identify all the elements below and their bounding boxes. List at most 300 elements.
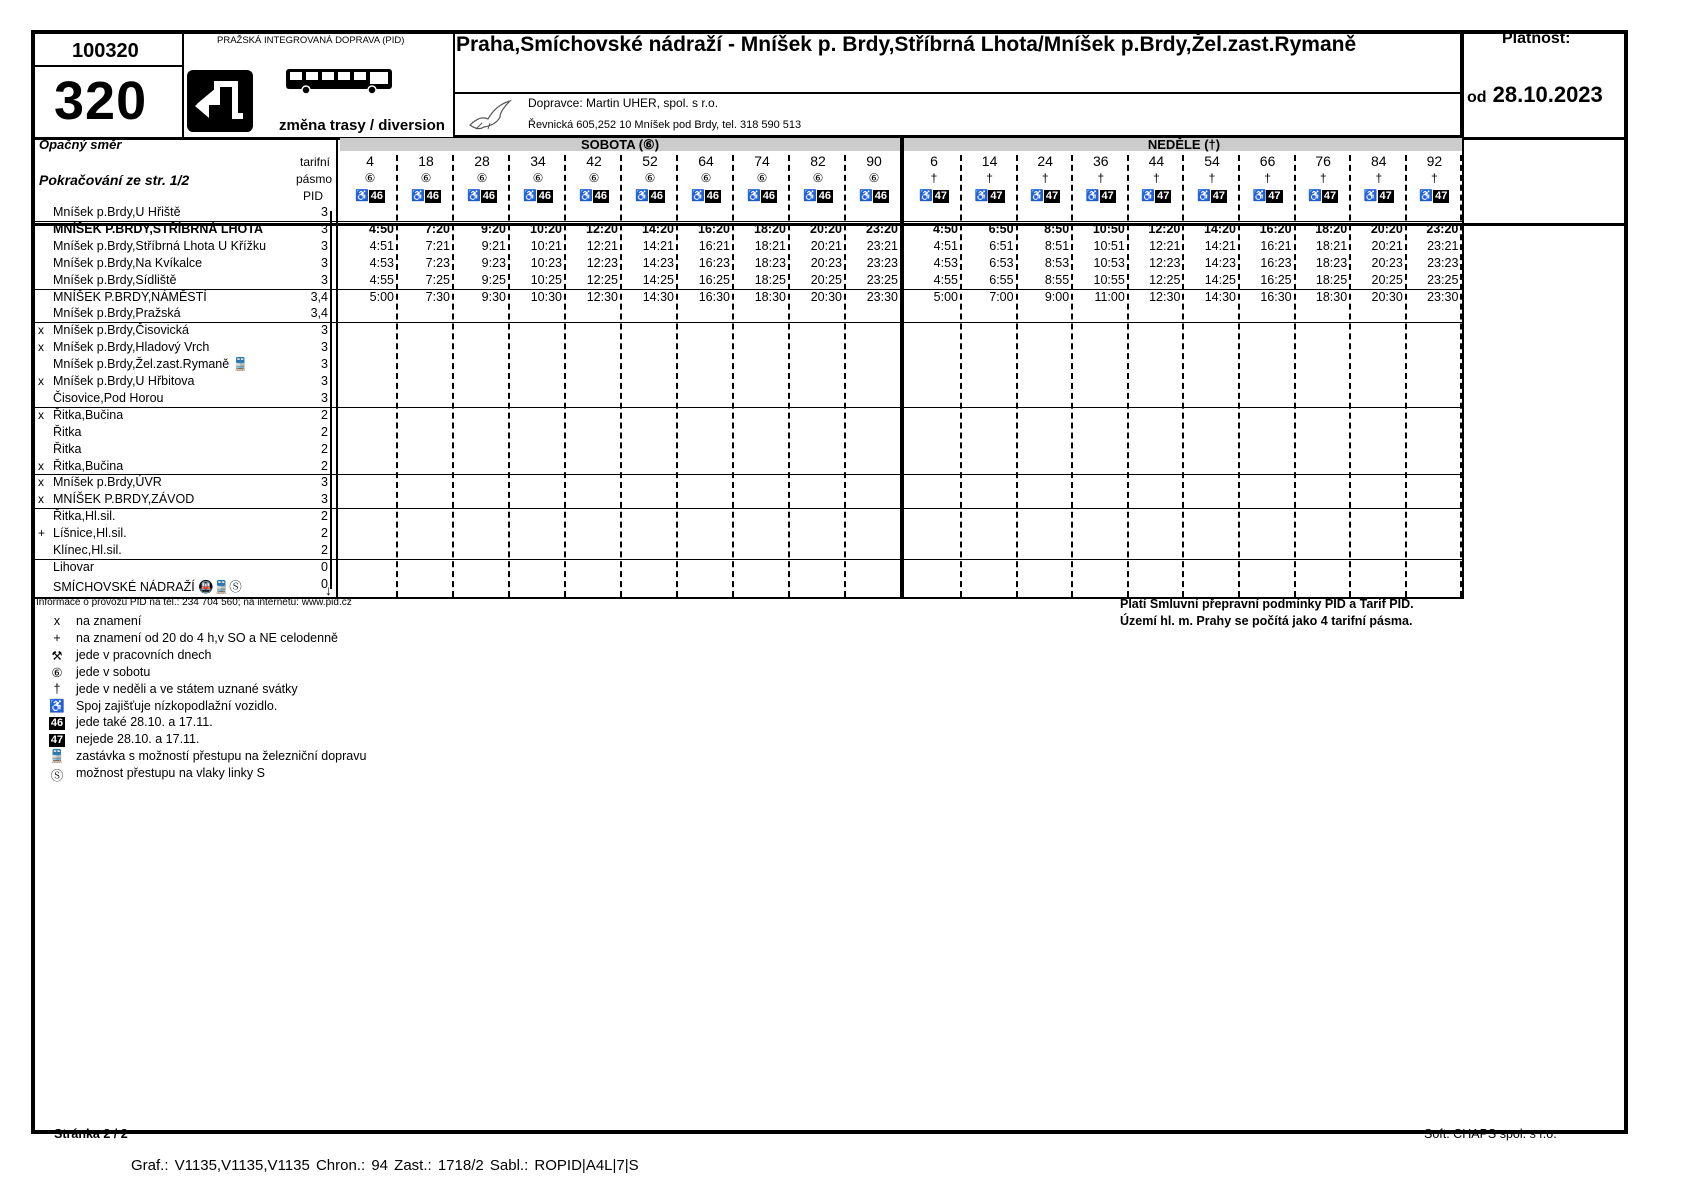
stop-zone: 3	[321, 390, 328, 405]
wheelchair-icon: ♿	[467, 190, 481, 202]
stop-zone: 3,4	[310, 306, 328, 321]
departure-time: 12:30	[586, 289, 618, 304]
stop-name: MNÍŠEK P.BRDY,NÁMĚSTÍ	[53, 289, 207, 304]
departure-time: 23:21	[1427, 238, 1459, 253]
departure-time: 20:20	[810, 221, 842, 236]
validity-label: Platnost:	[1502, 30, 1571, 47]
trip-number: 74	[754, 153, 770, 169]
trip-day-symbol: †	[1375, 171, 1383, 185]
departure-time: 18:23	[754, 255, 786, 270]
departure-time: 8:53	[1044, 255, 1070, 270]
stop-name: Řitka,Bučina	[53, 407, 124, 422]
legend-text: jede také 28.10. a 17.11.	[76, 715, 213, 730]
departure-time: 7:30	[425, 289, 450, 304]
departure-time: 16:20	[698, 221, 730, 236]
departure-time: 18:25	[1315, 272, 1348, 287]
departure-time: 6:55	[989, 272, 1014, 287]
wheelchair-icon: ♿	[411, 190, 425, 202]
legend-text: nejede 28.10. a 17.11.	[76, 732, 200, 747]
wheelchair-icon: ♿	[1419, 190, 1434, 202]
row-group-divider	[31, 289, 1462, 290]
departure-time: 18:30	[754, 289, 786, 304]
trip-note-badge: 46	[426, 190, 439, 202]
departure-time: 18:23	[1315, 255, 1348, 270]
departure-time: 16:21	[1260, 238, 1292, 253]
departure-time: 10:23	[530, 255, 562, 270]
trip-day-symbol: †	[1041, 171, 1049, 185]
trip-day-symbol: †	[1319, 171, 1327, 185]
stop-name: Mníšek p.Brdy,Na Kvíkalce	[53, 255, 203, 270]
trip-badge	[1351, 188, 1407, 203]
row-group-divider	[31, 322, 1462, 323]
departure-time: 7:20	[424, 221, 450, 236]
trip-day-symbol: †	[986, 171, 993, 185]
pid-info: Informace o provozu PID na tel.: 234 704 560; na internetu: www.pid.cz	[36, 597, 352, 608]
trip-number: 64	[698, 153, 714, 169]
trip-number: 66	[1259, 153, 1276, 169]
departure-time: 12:20	[1148, 221, 1181, 236]
stop-zone: 2	[321, 458, 328, 473]
stop-zone: 3,4	[310, 289, 328, 304]
stop-name: Mníšek p.Brdy,Žel.zast.Rymaně 🚆	[53, 357, 249, 372]
stop-name: Řitka	[53, 424, 82, 439]
legend-symbol: †	[53, 681, 61, 696]
departure-time: 8:50	[1044, 221, 1070, 236]
trip-note-badge: 46	[538, 190, 551, 202]
divider	[1460, 30, 1464, 138]
departure-time: 23:20	[866, 221, 898, 236]
divider	[336, 137, 338, 599]
departure-time: 5:00	[369, 289, 394, 304]
departure-time: 4:50	[368, 221, 394, 236]
departure-time: 20:23	[1371, 255, 1403, 270]
stop-name: Mníšek p.Brdy,ÚVR	[53, 475, 162, 490]
stop-zone: 2	[321, 441, 328, 456]
stop-zone: 2	[321, 543, 328, 557]
departure-time: 18:21	[1315, 238, 1348, 253]
departure-time: 16:21	[698, 238, 730, 253]
zone-header: tarifní	[299, 155, 330, 169]
legend-symbol	[46, 732, 68, 747]
departure-time: 23:23	[1427, 255, 1459, 270]
trip-number: 54	[1204, 153, 1220, 169]
departure-time: 20:30	[810, 289, 842, 304]
departure-time: 16:25	[1260, 272, 1292, 287]
trip-number: 36	[1093, 153, 1109, 169]
wheelchair-icon: ♿	[523, 190, 537, 202]
stop-zone: 3	[321, 475, 328, 490]
wheelchair-icon: ♿	[1197, 190, 1211, 202]
direction-arrow-icon	[330, 211, 332, 589]
departure-time: 16:30	[1260, 289, 1292, 304]
departure-time: 20:23	[810, 255, 842, 270]
stop-flag: x	[38, 458, 44, 473]
departure-time: 10:55	[1093, 272, 1125, 287]
stop-zone: 3	[321, 492, 328, 507]
trip-badge	[342, 188, 398, 203]
trip-number: 4	[366, 153, 374, 169]
legend-text: jede v neděli a ve státem uznané svátky	[76, 681, 298, 696]
trip-note-badge: 46	[874, 190, 887, 202]
departure-time: 14:20	[1204, 221, 1236, 236]
stop-zone: 3	[321, 340, 328, 355]
departure-time: 16:20	[1259, 221, 1292, 236]
departure-time: 9:25	[481, 272, 506, 287]
wheelchair-icon: ♿	[1363, 190, 1378, 202]
trip-number: 42	[586, 153, 602, 169]
wheelchair-icon: ♿	[1030, 190, 1044, 202]
departure-time: 5:00	[933, 289, 958, 304]
trip-number: 52	[642, 153, 658, 169]
legend-symbol	[46, 715, 68, 730]
validity-value: 28.10.2023	[1492, 82, 1603, 107]
departure-time: 7:23	[425, 255, 450, 270]
row-group-divider	[31, 474, 1462, 475]
departure-time: 7:00	[989, 289, 1014, 304]
legend-badge: 46	[50, 717, 64, 730]
stop-name: Mníšek p.Brdy,Pražská	[53, 306, 181, 321]
trip-badge	[1240, 188, 1296, 203]
stop-name: Lihovar	[53, 559, 94, 574]
departure-time: 14:20	[642, 221, 674, 236]
departure-time: 4:55	[369, 272, 394, 287]
departure-time: 18:25	[754, 272, 786, 287]
departure-time: 18:21	[754, 238, 786, 253]
software-credit: Soft. CHAPS spol. s r.o.	[1424, 1127, 1557, 1141]
departure-time: 9:00	[1044, 289, 1070, 304]
legend-symbol: 🚆	[49, 749, 65, 764]
departure-time: 23:25	[866, 272, 898, 287]
trip-note-badge: 46	[818, 190, 831, 202]
zone-header: PID	[302, 189, 323, 203]
departure-time: 23:30	[1427, 289, 1459, 304]
trip-note-badge: 47	[1268, 190, 1281, 202]
departure-time: 14:21	[642, 238, 674, 253]
departure-time: 20:21	[810, 238, 842, 253]
stop-name: Mníšek p.Brdy,Sídliště	[53, 272, 177, 287]
legend-symbol: +	[53, 630, 61, 645]
divider	[182, 30, 184, 138]
line-code: 100320	[72, 40, 139, 62]
stop-zone: 3	[321, 357, 328, 372]
trip-note-badge: 47	[1045, 190, 1059, 202]
trip-day-symbol: ⑥	[644, 171, 656, 185]
legend-badge: 47	[50, 734, 64, 747]
trip-badge	[1073, 188, 1129, 203]
departure-time: 8:55	[1044, 272, 1070, 287]
trip-number: 34	[530, 153, 546, 169]
departure-time: 4:53	[369, 255, 394, 270]
departure-time: 6:50	[988, 221, 1014, 236]
departure-time: 23:25	[1427, 272, 1459, 287]
departure-time: 20:25	[1371, 272, 1403, 287]
wheelchair-icon: ♿	[919, 190, 933, 202]
stop-flag: x	[38, 407, 44, 422]
saturday-header: SOBOTA (⑥)	[340, 138, 900, 151]
trip-badge	[962, 188, 1018, 203]
departure-time: 20:25	[810, 272, 842, 287]
departure-time: 14:23	[1204, 255, 1236, 270]
stop-zone: 3	[321, 255, 328, 270]
trip-note-badge: 47	[1323, 190, 1337, 202]
trip-note-badge: 46	[370, 190, 383, 202]
departure-time: 10:20	[530, 221, 562, 236]
stop-name: Klínec,Hl.sil.	[53, 543, 122, 557]
stop-zone: 3	[321, 374, 328, 388]
trip-note-badge: 47	[1212, 190, 1225, 202]
wheelchair-icon: ♿	[691, 190, 705, 202]
departure-time: 10:21	[530, 238, 562, 253]
departure-time: 23:30	[866, 289, 898, 304]
row-group-divider	[31, 559, 1462, 560]
trip-number: 28	[474, 153, 490, 169]
trip-note-badge: 47	[990, 190, 1003, 202]
stop-zone: 0	[321, 576, 328, 591]
trip-badge	[678, 188, 734, 203]
departure-time: 4:55	[933, 272, 958, 287]
footer-info: Graf.: V1135,V1135,V1135 Chron.: 94 Zast.: 1718/2 Sabl.: ROPID|A4L|7|S	[131, 1157, 639, 1174]
trip-day-symbol: ⑥	[812, 171, 824, 185]
stop-flag: x	[38, 374, 44, 388]
departure-time: 18:20	[1315, 221, 1348, 236]
stop-zone: 2	[321, 509, 328, 524]
departure-time: 8:51	[1044, 238, 1070, 253]
departure-time: 16:23	[1260, 255, 1292, 270]
carrier-address: Řevnická 605,252 10 Mníšek pod Brdy, tel. 318 590 513	[528, 119, 802, 131]
legend-symbol: ♿	[49, 698, 65, 713]
departure-time: 23:23	[866, 255, 898, 270]
trip-day-symbol: †	[1153, 171, 1160, 185]
wheelchair-icon: ♿	[579, 190, 593, 202]
trip-day-symbol: †	[930, 171, 938, 185]
row-group-divider	[31, 407, 1462, 408]
stop-zone: 2	[321, 424, 328, 439]
stop-zone: 3	[321, 272, 328, 287]
legend-text: jede v sobotu	[76, 664, 151, 679]
stop-name: Mníšek p.Brdy,Hladový Vrch	[53, 340, 210, 355]
trip-note-badge: 46	[482, 190, 495, 202]
stop-name: Mníšek p.Brdy,Stříbrná Lhota U Křížku	[53, 238, 267, 253]
departure-time: 14:21	[1204, 238, 1236, 253]
stop-zone: 0	[321, 559, 328, 574]
validity-prefix: od	[1467, 89, 1487, 106]
trip-badge	[1017, 188, 1073, 203]
departure-time: 12:25	[1149, 272, 1181, 287]
stop-name: MNÍŠEK P.BRDY,ZÁVOD	[53, 492, 195, 507]
stop-flag: x	[38, 475, 44, 490]
legend-text: Spoj zajišťuje nízkopodlažní vozidlo.	[76, 698, 278, 713]
legend-symbol: x	[53, 614, 61, 628]
row-group-divider	[31, 221, 1462, 222]
stop-name: Řitka,Hl.sil.	[53, 509, 116, 524]
departure-time: 12:30	[1149, 289, 1181, 304]
stop-zone: 2	[321, 407, 328, 422]
trip-badge	[846, 188, 902, 203]
departure-time: 12:25	[586, 272, 618, 287]
arrow-head-icon: ↓	[325, 582, 332, 598]
departure-time: 9:30	[481, 289, 506, 304]
continuation-note: Pokračování ze str. 1/2	[39, 172, 190, 188]
trip-note-badge: 46	[650, 190, 663, 202]
wheelchair-icon: ♿	[355, 190, 369, 202]
trip-note-badge: 46	[594, 190, 607, 202]
stop-name: Mníšek p.Brdy,U Hřbitova	[53, 374, 195, 388]
carrier-name: Dopravce: Martin UHER, spol. s r.o.	[528, 96, 719, 110]
trip-badge	[790, 188, 846, 203]
trip-day-symbol: ⑥	[700, 171, 712, 185]
departure-time: 18:30	[1315, 289, 1348, 304]
diversion-arrow-icon	[187, 70, 253, 132]
departure-time: 14:30	[1204, 289, 1236, 304]
trip-number: 76	[1315, 153, 1331, 169]
trip-number: 84	[1371, 153, 1387, 169]
departure-time: 23:21	[866, 238, 898, 253]
trip-badge	[510, 188, 566, 203]
trip-badge	[1295, 188, 1351, 203]
stop-flag: x	[38, 323, 44, 338]
stop-name: Řitka,Bučina	[53, 458, 124, 473]
departure-time: 7:21	[425, 238, 450, 253]
trip-note-badge: 47	[1157, 190, 1170, 202]
departure-time: 9:23	[481, 255, 506, 270]
departure-time: 4:51	[933, 238, 958, 253]
departure-time: 10:51	[1093, 238, 1125, 253]
stop-name: Líšnice,Hl.sil.	[53, 526, 127, 541]
wheelchair-icon: ♿	[1308, 190, 1322, 202]
legend-symbol: ⚒	[51, 648, 63, 663]
trip-day-symbol: ⑥	[868, 171, 880, 185]
trip-badge	[1406, 188, 1462, 203]
trip-badge	[566, 188, 622, 203]
line-number: 320	[54, 71, 148, 131]
trip-badge	[398, 188, 454, 203]
diversion-label: změna trasy / diversion	[279, 117, 445, 134]
departure-time: 12:23	[1149, 255, 1181, 270]
trip-day-symbol: †	[1431, 171, 1438, 185]
stop-name: Řitka	[53, 441, 82, 456]
legend-symbol: Ⓢ	[50, 769, 64, 784]
departure-time: 20:20	[1370, 221, 1403, 236]
page-number: Stránka 2 / 2	[54, 1127, 128, 1141]
trip-note-badge: 47	[1379, 190, 1392, 202]
wheelchair-icon: ♿	[1141, 190, 1156, 202]
wheelchair-icon: ♿	[803, 190, 817, 202]
departure-time: 16:30	[698, 289, 730, 304]
stop-name: Čisovice,Pod Horou	[53, 390, 164, 405]
legend-text: zastávka s možností přestupu na železniční dopravu	[76, 749, 367, 764]
trip-day-symbol: ⑥	[588, 171, 600, 185]
departure-time: 18:20	[754, 221, 786, 236]
pid-note: Území hl. m. Prahy se počítá jako 4 tarifní pásma.	[1120, 614, 1413, 628]
opposite-direction: Opačný směr	[39, 137, 122, 152]
trip-badge	[454, 188, 510, 203]
wheelchair-icon: ♿	[747, 190, 761, 202]
divider	[453, 30, 455, 138]
departure-time: 14:25	[642, 272, 674, 287]
stop-flag: x	[38, 340, 44, 355]
departure-time: 4:50	[932, 221, 958, 236]
legend-text: na znamení od 20 do 4 h,v SO a NE celodenně	[76, 630, 338, 645]
departure-time: 20:21	[1371, 238, 1403, 253]
divider	[31, 65, 182, 67]
trip-day-symbol: †	[1097, 171, 1105, 185]
stop-name: Mníšek p.Brdy,U Hřiště	[53, 205, 181, 219]
bus-icon	[284, 63, 396, 97]
departure-time: 12:21	[586, 238, 618, 253]
wheelchair-icon: ♿	[859, 190, 873, 202]
departure-time: 14:23	[642, 255, 674, 270]
departure-time: 14:30	[642, 289, 674, 304]
trip-day-symbol: †	[1264, 171, 1271, 185]
departure-time: 12:21	[1149, 238, 1181, 253]
departure-time: 16:25	[698, 272, 730, 287]
wheelchair-icon: ♿	[1085, 190, 1100, 202]
stop-zone: 3	[321, 221, 328, 236]
stop-zone: 3	[321, 238, 328, 253]
trip-badge	[1184, 188, 1240, 203]
trip-day-symbol: ⑥	[476, 171, 488, 185]
trip-number: 82	[810, 153, 826, 169]
sunday-header: NEDĚLE (†)	[904, 138, 1464, 151]
stop-name: SMÍCHOVSKÉ NÁDRAŽÍ 🚇🚆Ⓢ	[53, 579, 242, 594]
zone-header: pásmo	[295, 172, 332, 186]
pid-note: Platí Smluvní přepravní podmínky PID a Tarif PID.	[1120, 597, 1414, 611]
trip-note-badge: 46	[706, 190, 719, 202]
trip-day-symbol: ⑥	[420, 171, 432, 185]
departure-time: 14:25	[1204, 272, 1236, 287]
departure-time: 12:20	[586, 221, 618, 236]
trip-note-badge: 47	[1101, 190, 1114, 202]
trip-badge	[906, 188, 962, 203]
stop-zone: 3	[321, 205, 328, 219]
departure-time: 7:25	[425, 272, 450, 287]
departure-time: 16:23	[698, 255, 730, 270]
operator-org: PRAŽSKÁ INTEGROVANÁ DOPRAVA (PID)	[217, 35, 405, 46]
departure-time: 4:53	[933, 255, 958, 270]
legend-text: možnost přestupu na vlaky linky S	[76, 766, 265, 781]
trip-number: 24	[1037, 153, 1053, 169]
trip-day-symbol: ⑥	[364, 171, 376, 185]
trip-day-symbol: ⑥	[756, 171, 768, 185]
departure-time: 12:23	[586, 255, 618, 270]
departure-time: 10:25	[530, 272, 562, 287]
trip-day-symbol: †	[1208, 171, 1216, 185]
validity-date	[1467, 82, 1603, 108]
stop-flag: x	[38, 492, 44, 507]
trip-day-symbol: ⑥	[532, 171, 544, 185]
departure-time: 23:20	[1426, 221, 1459, 236]
trip-note-badge: 47	[1435, 190, 1448, 202]
stop-zone: 3	[321, 323, 328, 338]
stop-name: MNÍŠEK P.BRDY,STŘÍBRNÁ LHOTA	[53, 221, 263, 236]
trip-badge	[622, 188, 678, 203]
trip-number: 44	[1148, 153, 1165, 169]
departure-time: 10:30	[530, 289, 562, 304]
stop-zone: 2	[321, 526, 328, 541]
departure-time: 9:20	[480, 221, 506, 236]
trip-number: 14	[981, 153, 998, 169]
stop-flag: +	[38, 526, 46, 541]
trip-badge	[1128, 188, 1184, 203]
departure-time: 11:00	[1094, 289, 1125, 304]
divider	[453, 92, 1460, 94]
route-title: Praha,Smíchovské nádraží - Mníšek p. Brdy,Stříbrná Lhota/Mníšek p.Brdy,Žel.zast.Rymaně	[456, 33, 1357, 56]
trip-number: 6	[930, 153, 938, 169]
legend-symbol: ⑥	[51, 665, 63, 680]
trip-note-badge: 46	[762, 190, 775, 202]
departure-time: 9:21	[481, 238, 506, 253]
wheelchair-icon: ♿	[1252, 190, 1267, 202]
